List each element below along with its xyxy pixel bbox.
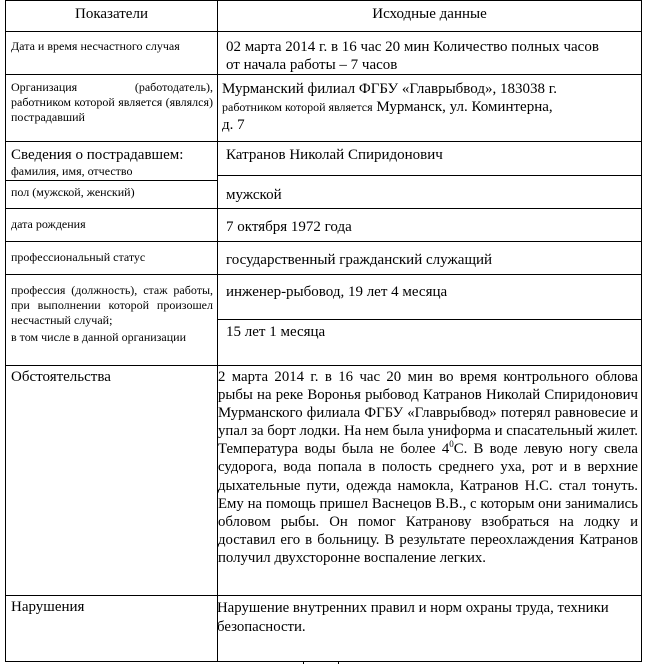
- header-source-data: Исходные данные: [372, 6, 487, 22]
- value-organization-line2: [222, 98, 637, 116]
- table-border-right: [641, 0, 642, 662]
- table-border-top: [5, 0, 642, 1]
- value-organization-line1: Мурманский филиал ФГБУ «Главрыбвод», 183038 г.: [222, 81, 557, 97]
- value-accident-datetime: 02 марта 2014 г. в 16 час 20 мин Количество полных часов от начала работы – 7 часов: [226, 39, 599, 73]
- value-organization-small: работником которой является: [222, 100, 373, 114]
- table-border-bottom: [5, 661, 642, 662]
- label-victim-main: Сведения о пострадавшем:: [11, 147, 184, 163]
- row-divider: [5, 74, 642, 75]
- label-profession-main: профессия (должность), стаж работы, при выполнении которой произошел несчастный случай;: [11, 283, 213, 327]
- value-circumstances: [218, 368, 638, 567]
- label-circumstances: Обстоятельства: [11, 369, 111, 385]
- label-victim-fullname: фамилия, имя, отчество: [11, 164, 133, 178]
- label-profession: [11, 283, 213, 345]
- value-organization: [222, 80, 637, 134]
- label-accident-datetime: Дата и время несчастного случая: [11, 39, 180, 53]
- row-divider: [5, 365, 642, 366]
- row-divider: [5, 141, 642, 142]
- value-professional-status: государственный гражданский служащий: [226, 252, 493, 268]
- degree-superscript: 0: [449, 439, 454, 450]
- value-profession-org-experience: 15 лет 1 месяца: [226, 324, 326, 340]
- row-divider: [5, 31, 642, 32]
- row-divider: [5, 241, 642, 242]
- label-victim: [11, 146, 213, 179]
- row-divider: [5, 208, 642, 209]
- label-violations: Нарушения: [11, 599, 85, 615]
- value-violations: Нарушение внутренних правил и норм охраны труда, техники безопасности.: [217, 600, 609, 635]
- header-indicators: Показатели: [75, 6, 148, 22]
- row-divider: [217, 175, 642, 176]
- label-organization: Организация (работодатель), работником которой является (являлся) пострадавший: [11, 80, 213, 124]
- row-divider: [5, 274, 642, 275]
- value-victim-fullname: Катранов Николай Спиридонович: [226, 147, 443, 163]
- value-sex: мужской: [226, 187, 282, 203]
- label-professional-status: профессиональный статус: [11, 250, 146, 264]
- row-divider: [5, 595, 642, 596]
- circumstances-text-cont: С. В воде левую ногу свела судорога, вода попала в полость среднего уха, рот и в верхние дыхательные пути, одежда намокла, Катранов Н.С. стал тонуть. Ему на помощь пришел Васнецов В.В., с которым они занимались обловом рыбы. Он помог Катранову взобраться на лодку и доставил его в больницу. В результате переохлаждения Катранов получил двухсторонне воспаление легких.: [218, 441, 638, 566]
- row-divider: [217, 319, 642, 320]
- value-organization-address: Мурманск, ул. Коминтерна,: [376, 99, 553, 115]
- label-birth-date: дата рождения: [11, 217, 86, 231]
- value-birth-date: 7 октября 1972 года: [226, 219, 352, 235]
- label-sex: пол (мужской, женский): [11, 185, 135, 199]
- circumstances-text: 2 марта 2014 г. в 16 час 20 мин во время контрольного облова рыбы на реке Воронья рыбовод Катранов Николай Спиридонович Мурманского филиала ФГБУ «Главрыбвод» потерял равновесие и упал за борт лодки. На нем была униформа и спасательный жилет. Температура воды была не более 4: [218, 369, 638, 458]
- row-divider: [5, 180, 217, 181]
- table-border-left: [5, 0, 6, 662]
- label-profession-org: в том числе в данной организации: [11, 330, 187, 344]
- value-organization-line3: д. 7: [222, 117, 245, 133]
- value-profession: инженер-рыбовод, 19 лет 4 месяца: [226, 284, 448, 300]
